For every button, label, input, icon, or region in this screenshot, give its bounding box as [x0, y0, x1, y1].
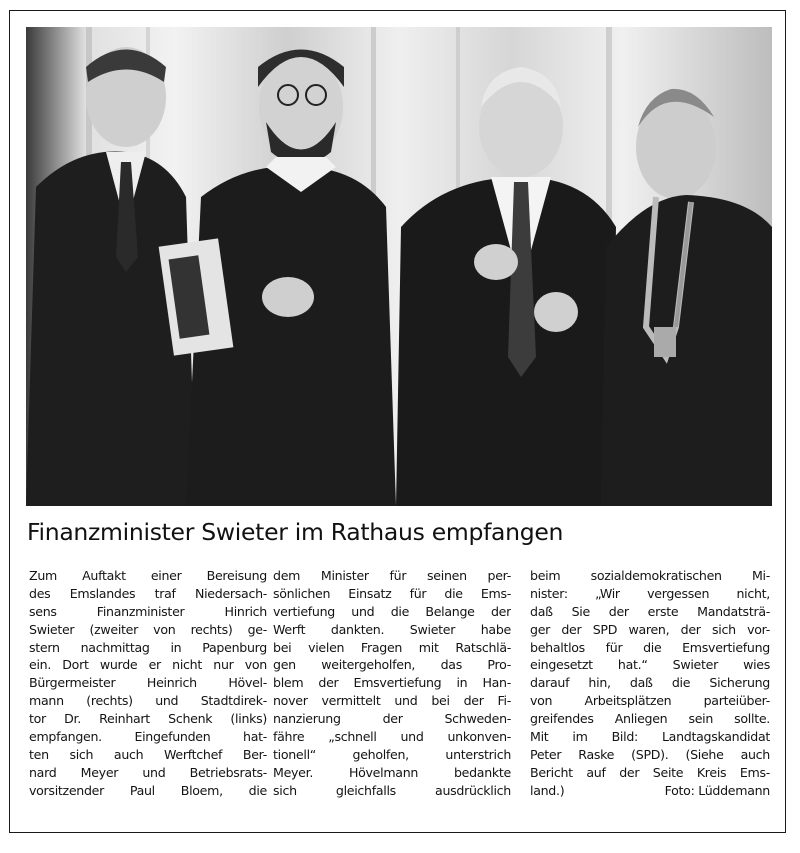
- text-line: Peter Raske (SPD). (Siehe auch: [530, 746, 770, 762]
- man-bearded: [159, 50, 396, 507]
- text-line: bei vielen Fragen mit Ratschlä-: [273, 639, 511, 655]
- article-column-1: [29, 567, 267, 800]
- text-line: nard Meyer und Betriebsrats-: [29, 764, 267, 780]
- text-line: beim sozialdemokratischen Mi-: [530, 568, 770, 583]
- closing-line: [530, 782, 770, 800]
- article-column-2: [273, 567, 511, 800]
- text-line: sens Finanzminister Hinrich: [29, 603, 267, 619]
- text-line: Werft dankten. Swieter habe: [273, 621, 511, 637]
- text-line: ten sich auch Werftchef Ber-: [29, 746, 267, 762]
- text-line: vorsitzender Paul Bloem, die: [29, 782, 267, 798]
- text-line: ger der SPD waren, der sich vor-: [530, 621, 770, 637]
- text-line: daß Sie der erste Mandatsträ-: [530, 603, 770, 619]
- text-line: ein. Dort wurde er nicht nur von: [29, 657, 267, 673]
- text-line: fähre „schnell und unkonven-: [273, 729, 511, 745]
- text-line: sönlichen Einsatz für die Ems-: [273, 585, 511, 601]
- text-line: eingesetzt hat.“ Swieter wies: [530, 657, 770, 673]
- headline: Finanzminister Swieter im Rathaus empfangen: [27, 518, 564, 546]
- text-line: Bericht auf der Seite Kreis Ems-: [530, 764, 770, 780]
- text-line: Zum Auftakt einer Bereisung: [29, 568, 267, 583]
- text-line: blem der Emsvertiefung in Han-: [273, 675, 511, 691]
- text-line: dem Minister für seinen per-: [273, 568, 511, 583]
- text-line: nover vermittelt und bei der Fi-: [273, 693, 511, 709]
- photo-four-men-icon: [26, 27, 772, 506]
- man-swieter: [396, 67, 616, 506]
- article-column-3: [530, 567, 770, 800]
- text-line: sich gleichfalls ausdrücklich: [273, 782, 511, 798]
- text-line: gen weitergeholfen, das Pro-: [273, 657, 511, 673]
- man-right-mayor: [601, 89, 772, 506]
- text-line: Bürgermeister Heinrich Hövel-: [29, 675, 267, 691]
- news-photo: [26, 27, 772, 506]
- text-line: darauf hin, daß die Sicherung: [530, 675, 770, 691]
- text-line: nanzierung der Schweden-: [273, 711, 511, 727]
- text-line: Meyer. Hövelmann bedankte: [273, 764, 511, 780]
- text-line: land.): [530, 782, 565, 798]
- text-line: des Emslandes traf Niedersach-: [29, 585, 267, 601]
- text-line: nister: „Wir vergessen nicht,: [530, 585, 770, 601]
- text-line: tor Dr. Reinhart Schenk (links): [29, 711, 267, 727]
- photo-credit: Foto: Lüddemann: [664, 782, 770, 798]
- text-line: stern nachmittag in Papenburg: [29, 639, 267, 655]
- text-line: empfangen. Eingefunden hat-: [29, 729, 267, 745]
- text-line: Mit im Bild: Landtagskandidat: [530, 729, 770, 745]
- text-line: von Arbeitsplätzen parteiüber-: [530, 693, 770, 709]
- text-line: mann (rechts) und Stadtdirek-: [29, 693, 267, 709]
- text-line: Swieter (zweiter von rechts) ge-: [29, 621, 267, 637]
- text-line: vertiefung und die Belange der: [273, 603, 511, 619]
- text-line: behaltlos für die Emsvertiefung: [530, 639, 770, 655]
- text-line: greifendes Anliegen sein sollte.: [530, 711, 770, 727]
- text-line: tionell“ geholfen, unterstrich: [273, 746, 511, 762]
